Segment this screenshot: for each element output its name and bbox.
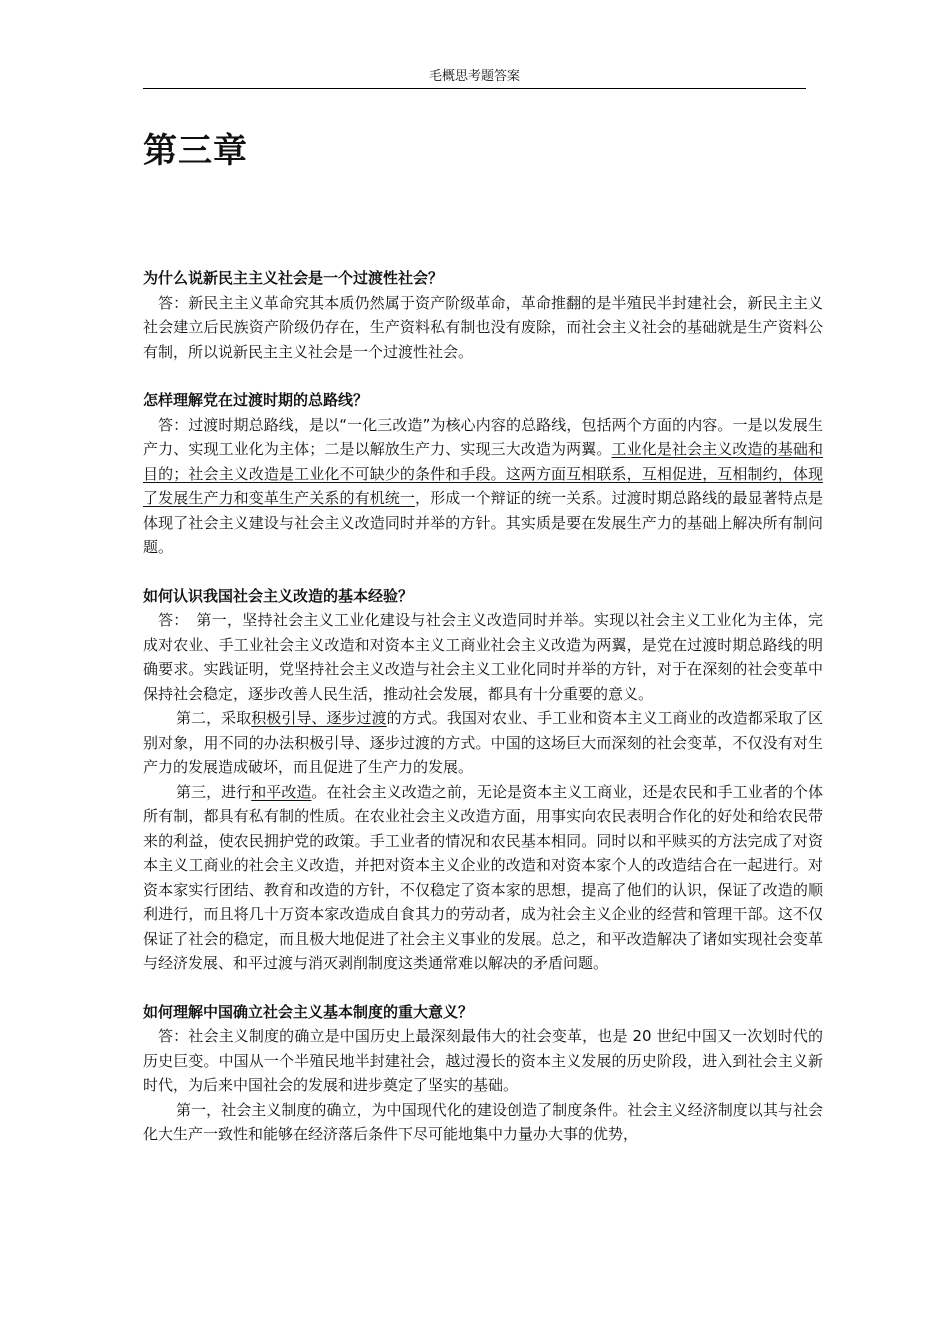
chapter-title: 第三章 [143,131,248,171]
answer-paragraph [143,413,823,560]
answer-text: 第三，进行 [176,782,252,801]
answer-paragraph: 第一，社会主义制度的确立，为中国现代化的建设创造了制度条件。社会主义经济制度以其与社会化大生产一致性和能够在经济落后条件下尽可能地集中力量办大事的优势， [143,1100,823,1143]
answer-text: 的方式。我国对农业、手工业和资本主义工商业的改造都采取了区别对象，用不同的办法积极引导、逐步过渡的方式。中国的这场巨大而深刻的社会变革，不仅没有对生产力的发展造成破坏，而且促进了生产力的发展。 [143,709,823,776]
question-heading: 为什么说新民主主义社会是一个过渡性社会？ [143,269,444,287]
question-heading: 怎样理解党在过渡时期的总路线？ [143,391,369,409]
answer-paragraph: 答：社会主义制度的确立是中国历史上最深刻最伟大的社会变革，也是 20 世纪中国又一次划时代的历史巨变。中国从一个半殖民地半封建社会，越过漫长的资本主义发展的历史阶段，进入到社会主义新时代，为后来中国社会的发展和进步奠定了坚实的基础。 [143,1027,823,1094]
answer-paragraph [143,780,823,976]
answer-text: 。在社会主义改造之前，无论是资本主义工商业，还是农民和手工业者的个体所有制，都具有私有制的性质。在农业社会主义改造方面，用事实向农民表明合作化的好处和给农民带来的利益，使农民拥护党的政策。手工业者的情况和农民基本相同。同时以和平赎买的方法完成了对资本主义工商业的社会主义改造，并把对资本主义企业的改造和对资本家个人的改造结合在一起进行。对资本家实行团结、教育和改造的方针，不仅稳定了资本家的思想，提高了他们的认识，保证了改造的顺利进行，而且将几十万资本家改造成自食其力的劳动者，成为社会主义企业的经营和管理干部。这不仅保证了社会的稳定，而且极大地促进了社会主义事业的发展。总之，和平改造解决了诸如实现社会变革与经济发展、和平过渡与消灭剥削制度这类通常难以解决的矛盾问题。 [143,782,823,972]
answer-underlined-text: 积极引导、逐步过渡 [251,709,387,727]
answer-text: ，形成一个辩证的统一关系。过渡时期总路线的最显著特点是体现了社会主义建设与社会主义改造同时并举的方针。其实质是要在发展生产力的基础上解决所有制问题。 [143,489,823,556]
answer-text: 第二，采取 [176,709,252,727]
answer-paragraph: 答： 第一，坚持社会主义工业化建设与社会主义改造同时并举。实现以社会主义工业化为主体，完成对农业、手工业社会主义改造和对资本主义工商业社会主义改造为两翼，是党在过渡时期总路线的明确要求。实践证明，党坚持社会主义改造与社会主义工业化同时并举的方针，对于在深刻的社会变革中保持社会稳定，逐步改善人民生活，推动社会发展，都具有十分重要的意义。 [143,611,823,703]
answer-underlined-text: 和平改造 [251,782,312,801]
document-body [143,266,823,1147]
answer-underlined-text: 工业化是社会主义改造的基础和目的；社会主义改造是工业化不可缺少的条件和手段。这两方面互相联系，互相促进，互相制约，体现了发展生产力和变革生产关系的有机统一 [143,440,823,507]
question-heading: 如何理解中国确立社会主义基本制度的重大意义？ [143,1002,474,1021]
answer-paragraph: 答：新民主主义革命究其本质仍然属于资产阶级革命，革命推翻的是半殖民半封建社会，新民主主义社会建立后民族资产阶级仍存在，生产资料私有制也没有废除，而社会主义社会的基础就是生产资料公有制，所以说新民主主义社会是一个过渡性社会。 [143,293,823,361]
page-header: 毛概思考题答案 [143,66,806,89]
answer-paragraph [143,706,823,780]
answer-text: 答：过渡时期总路线，是以“一化三改造”为核心内容的总路线，包括两个方面的内容。一是以发展生产力、实现工业化为主体；二是以解放生产力、实现三大改造为两翼。 [143,415,823,458]
question-heading: 如何认识我国社会主义改造的基本经验？ [143,586,414,605]
